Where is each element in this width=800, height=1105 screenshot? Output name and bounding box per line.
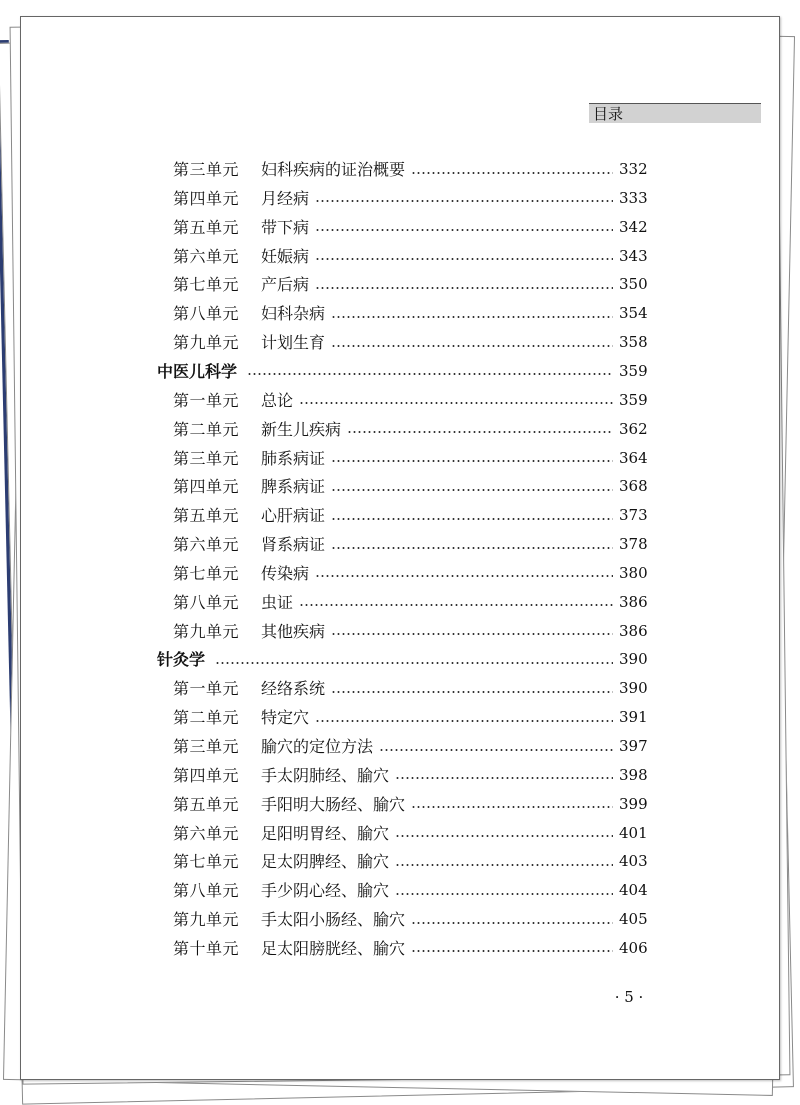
- toc-page-number: 373: [619, 506, 648, 525]
- toc-entry[interactable]: [173, 588, 647, 617]
- toc-page-number: 362: [619, 419, 648, 438]
- dot-leader: [411, 172, 613, 174]
- toc-title: 足太阴脾经、腧穴: [261, 852, 390, 872]
- dot-leader: [331, 316, 613, 318]
- toc-entry[interactable]: [173, 415, 647, 444]
- toc-entry[interactable]: [173, 674, 647, 703]
- dot-leader: [315, 258, 613, 260]
- toc-section[interactable]: [157, 357, 647, 386]
- toc-unit-label: 第一单元: [173, 679, 240, 699]
- dot-leader: [315, 575, 613, 577]
- dot-leader: [347, 431, 613, 433]
- toc-title: 针灸学: [157, 650, 206, 670]
- toc-entry[interactable]: [173, 559, 647, 588]
- toc-title: 妇科疾病的证治概要: [261, 160, 406, 179]
- toc-entry[interactable]: [173, 213, 647, 242]
- dot-leader: [215, 662, 613, 664]
- toc-unit-label: 第四单元: [173, 765, 240, 785]
- dot-leader: [395, 777, 613, 779]
- toc-entry[interactable]: [173, 386, 647, 415]
- toc-page-number: 364: [619, 448, 648, 467]
- toc-title: 手阳明大肠经、腧穴: [261, 794, 406, 814]
- toc-page-number: 390: [619, 679, 648, 698]
- toc-title: 足太阳膀胱经、腧穴: [261, 938, 406, 958]
- toc-unit-label: 第二单元: [173, 419, 240, 439]
- toc-page-number: 386: [619, 592, 648, 611]
- toc-page-number: 397: [619, 737, 648, 755]
- toc-unit-label: 第六单元: [173, 823, 240, 843]
- dot-leader: [331, 547, 613, 549]
- toc-unit-label: 第六单元: [173, 246, 240, 266]
- toc-entry[interactable]: [173, 819, 647, 848]
- toc-entry[interactable]: [173, 617, 647, 646]
- toc-page-number: 358: [619, 333, 648, 352]
- toc-entry[interactable]: [173, 732, 647, 761]
- toc-title: 妊娠病: [261, 246, 310, 266]
- toc-unit-label: 第四单元: [173, 477, 240, 497]
- toc-page-number: 403: [619, 852, 648, 871]
- dot-leader: [379, 749, 613, 751]
- toc-page-number: 401: [619, 823, 648, 842]
- toc-title: 心肝病证: [261, 506, 326, 526]
- dot-leader: [331, 489, 613, 491]
- toc-unit-label: 第五单元: [173, 217, 240, 237]
- toc-entry[interactable]: [173, 472, 647, 501]
- toc-unit-label: 第七单元: [173, 563, 240, 583]
- toc-title: 腧穴的定位方法: [261, 737, 374, 756]
- toc-title: 传染病: [261, 563, 310, 583]
- toc-title: 新生儿疾病: [261, 419, 342, 439]
- toc-unit-label: 第八单元: [173, 881, 240, 901]
- toc-page-number: 368: [619, 477, 648, 496]
- toc-entry[interactable]: [173, 444, 647, 473]
- page-number: · 5 ·: [614, 988, 644, 1006]
- toc-title: 中医儿科学: [157, 361, 238, 381]
- toc-page-number: 391: [619, 708, 648, 727]
- toc-section[interactable]: [157, 645, 647, 674]
- toc-unit-label: 第三单元: [173, 160, 240, 179]
- toc-entry[interactable]: [173, 328, 647, 357]
- toc-page-number: 398: [619, 765, 648, 784]
- toc-page-number: 342: [619, 217, 648, 236]
- toc-page-number: 359: [619, 390, 648, 409]
- dot-leader: [395, 835, 613, 837]
- toc-entry[interactable]: [173, 905, 647, 934]
- toc-entry[interactable]: [173, 242, 647, 271]
- toc-unit-label: 第九单元: [173, 333, 240, 353]
- toc-unit-label: 第八单元: [173, 592, 240, 612]
- toc-unit-label: 第五单元: [173, 506, 240, 526]
- toc-entry[interactable]: [173, 155, 647, 184]
- dot-leader: [411, 922, 613, 924]
- toc-unit-label: 第八单元: [173, 304, 240, 324]
- toc-title: 经络系统: [261, 679, 326, 699]
- dot-leader: [411, 950, 613, 952]
- toc-entry[interactable]: [173, 934, 647, 963]
- toc-title: 计划生育: [261, 333, 326, 353]
- toc-unit-label: 第九单元: [173, 621, 240, 641]
- toc-entry[interactable]: [173, 299, 647, 328]
- toc-page-number: 343: [619, 246, 648, 265]
- toc-entry[interactable]: [173, 184, 647, 213]
- toc-page-number: 332: [619, 160, 648, 178]
- dot-leader: [331, 633, 613, 635]
- toc-title: 虫证: [261, 592, 294, 612]
- toc-title: 手太阳小肠经、腧穴: [261, 910, 406, 930]
- toc-entry[interactable]: [173, 270, 647, 299]
- running-header: 目录: [589, 103, 761, 123]
- toc-page-number: 390: [619, 650, 648, 669]
- toc-title: 手少阴心经、腧穴: [261, 881, 390, 901]
- toc-title: 总论: [261, 390, 294, 410]
- dot-leader: [331, 345, 613, 347]
- toc-unit-label: 第三单元: [173, 448, 240, 468]
- toc-title: 特定穴: [261, 708, 310, 728]
- toc-unit-label: 第七单元: [173, 852, 240, 872]
- toc-page-number: 404: [619, 881, 648, 900]
- toc-unit-label: 第三单元: [173, 737, 240, 756]
- toc-unit-label: 第七单元: [173, 275, 240, 295]
- toc-page-number: 350: [619, 275, 648, 294]
- toc-page-number: 406: [619, 938, 648, 957]
- toc-title: 产后病: [261, 275, 310, 295]
- toc-page-number: 359: [619, 361, 648, 380]
- toc-page-number: 380: [619, 563, 648, 582]
- toc-page-number: 354: [619, 304, 648, 323]
- toc-entry[interactable]: [173, 530, 647, 559]
- toc-page-number: 405: [619, 910, 648, 929]
- toc-unit-label: 第五单元: [173, 794, 240, 814]
- toc-entry[interactable]: [173, 761, 647, 790]
- toc-title: 妇科杂病: [261, 304, 326, 324]
- dot-leader: [331, 691, 613, 693]
- dot-leader: [395, 893, 613, 895]
- toc-page-number: 399: [619, 794, 648, 813]
- toc-unit-label: 第九单元: [173, 910, 240, 930]
- toc-unit-label: 第十单元: [173, 938, 240, 958]
- toc-title: 手太阴肺经、腧穴: [261, 765, 390, 785]
- toc-entry[interactable]: [173, 790, 647, 819]
- toc-entry[interactable]: [173, 847, 647, 876]
- toc-entry[interactable]: [173, 876, 647, 905]
- dot-leader: [315, 287, 613, 289]
- book-page: [20, 16, 780, 1080]
- toc-unit-label: 第二单元: [173, 708, 240, 728]
- dot-leader: [331, 518, 613, 520]
- toc-page-number: 378: [619, 535, 648, 554]
- toc-title: 月经病: [261, 188, 310, 208]
- toc-unit-label: 第六单元: [173, 535, 240, 555]
- toc-entry[interactable]: [173, 501, 647, 530]
- dot-leader: [315, 200, 613, 202]
- toc-unit-label: 第四单元: [173, 188, 240, 208]
- toc-title: 肾系病证: [261, 535, 326, 555]
- dot-leader: [247, 373, 613, 375]
- dot-leader: [299, 402, 613, 404]
- toc-title: 足阳明胃经、腧穴: [261, 823, 390, 843]
- toc-unit-label: 第一单元: [173, 390, 240, 410]
- dot-leader: [299, 604, 613, 606]
- toc-entry[interactable]: [173, 703, 647, 732]
- toc-page-number: 386: [619, 621, 648, 640]
- toc-page-number: 333: [619, 188, 648, 207]
- dot-leader: [411, 806, 613, 808]
- dot-leader: [315, 720, 613, 722]
- toc-title: 脾系病证: [261, 477, 326, 497]
- dot-leader: [395, 864, 613, 866]
- dot-leader: [331, 460, 613, 462]
- toc-title: 肺系病证: [261, 448, 326, 468]
- dot-leader: [315, 229, 613, 231]
- toc-title: 带下病: [261, 217, 310, 237]
- toc-title: 其他疾病: [261, 621, 326, 641]
